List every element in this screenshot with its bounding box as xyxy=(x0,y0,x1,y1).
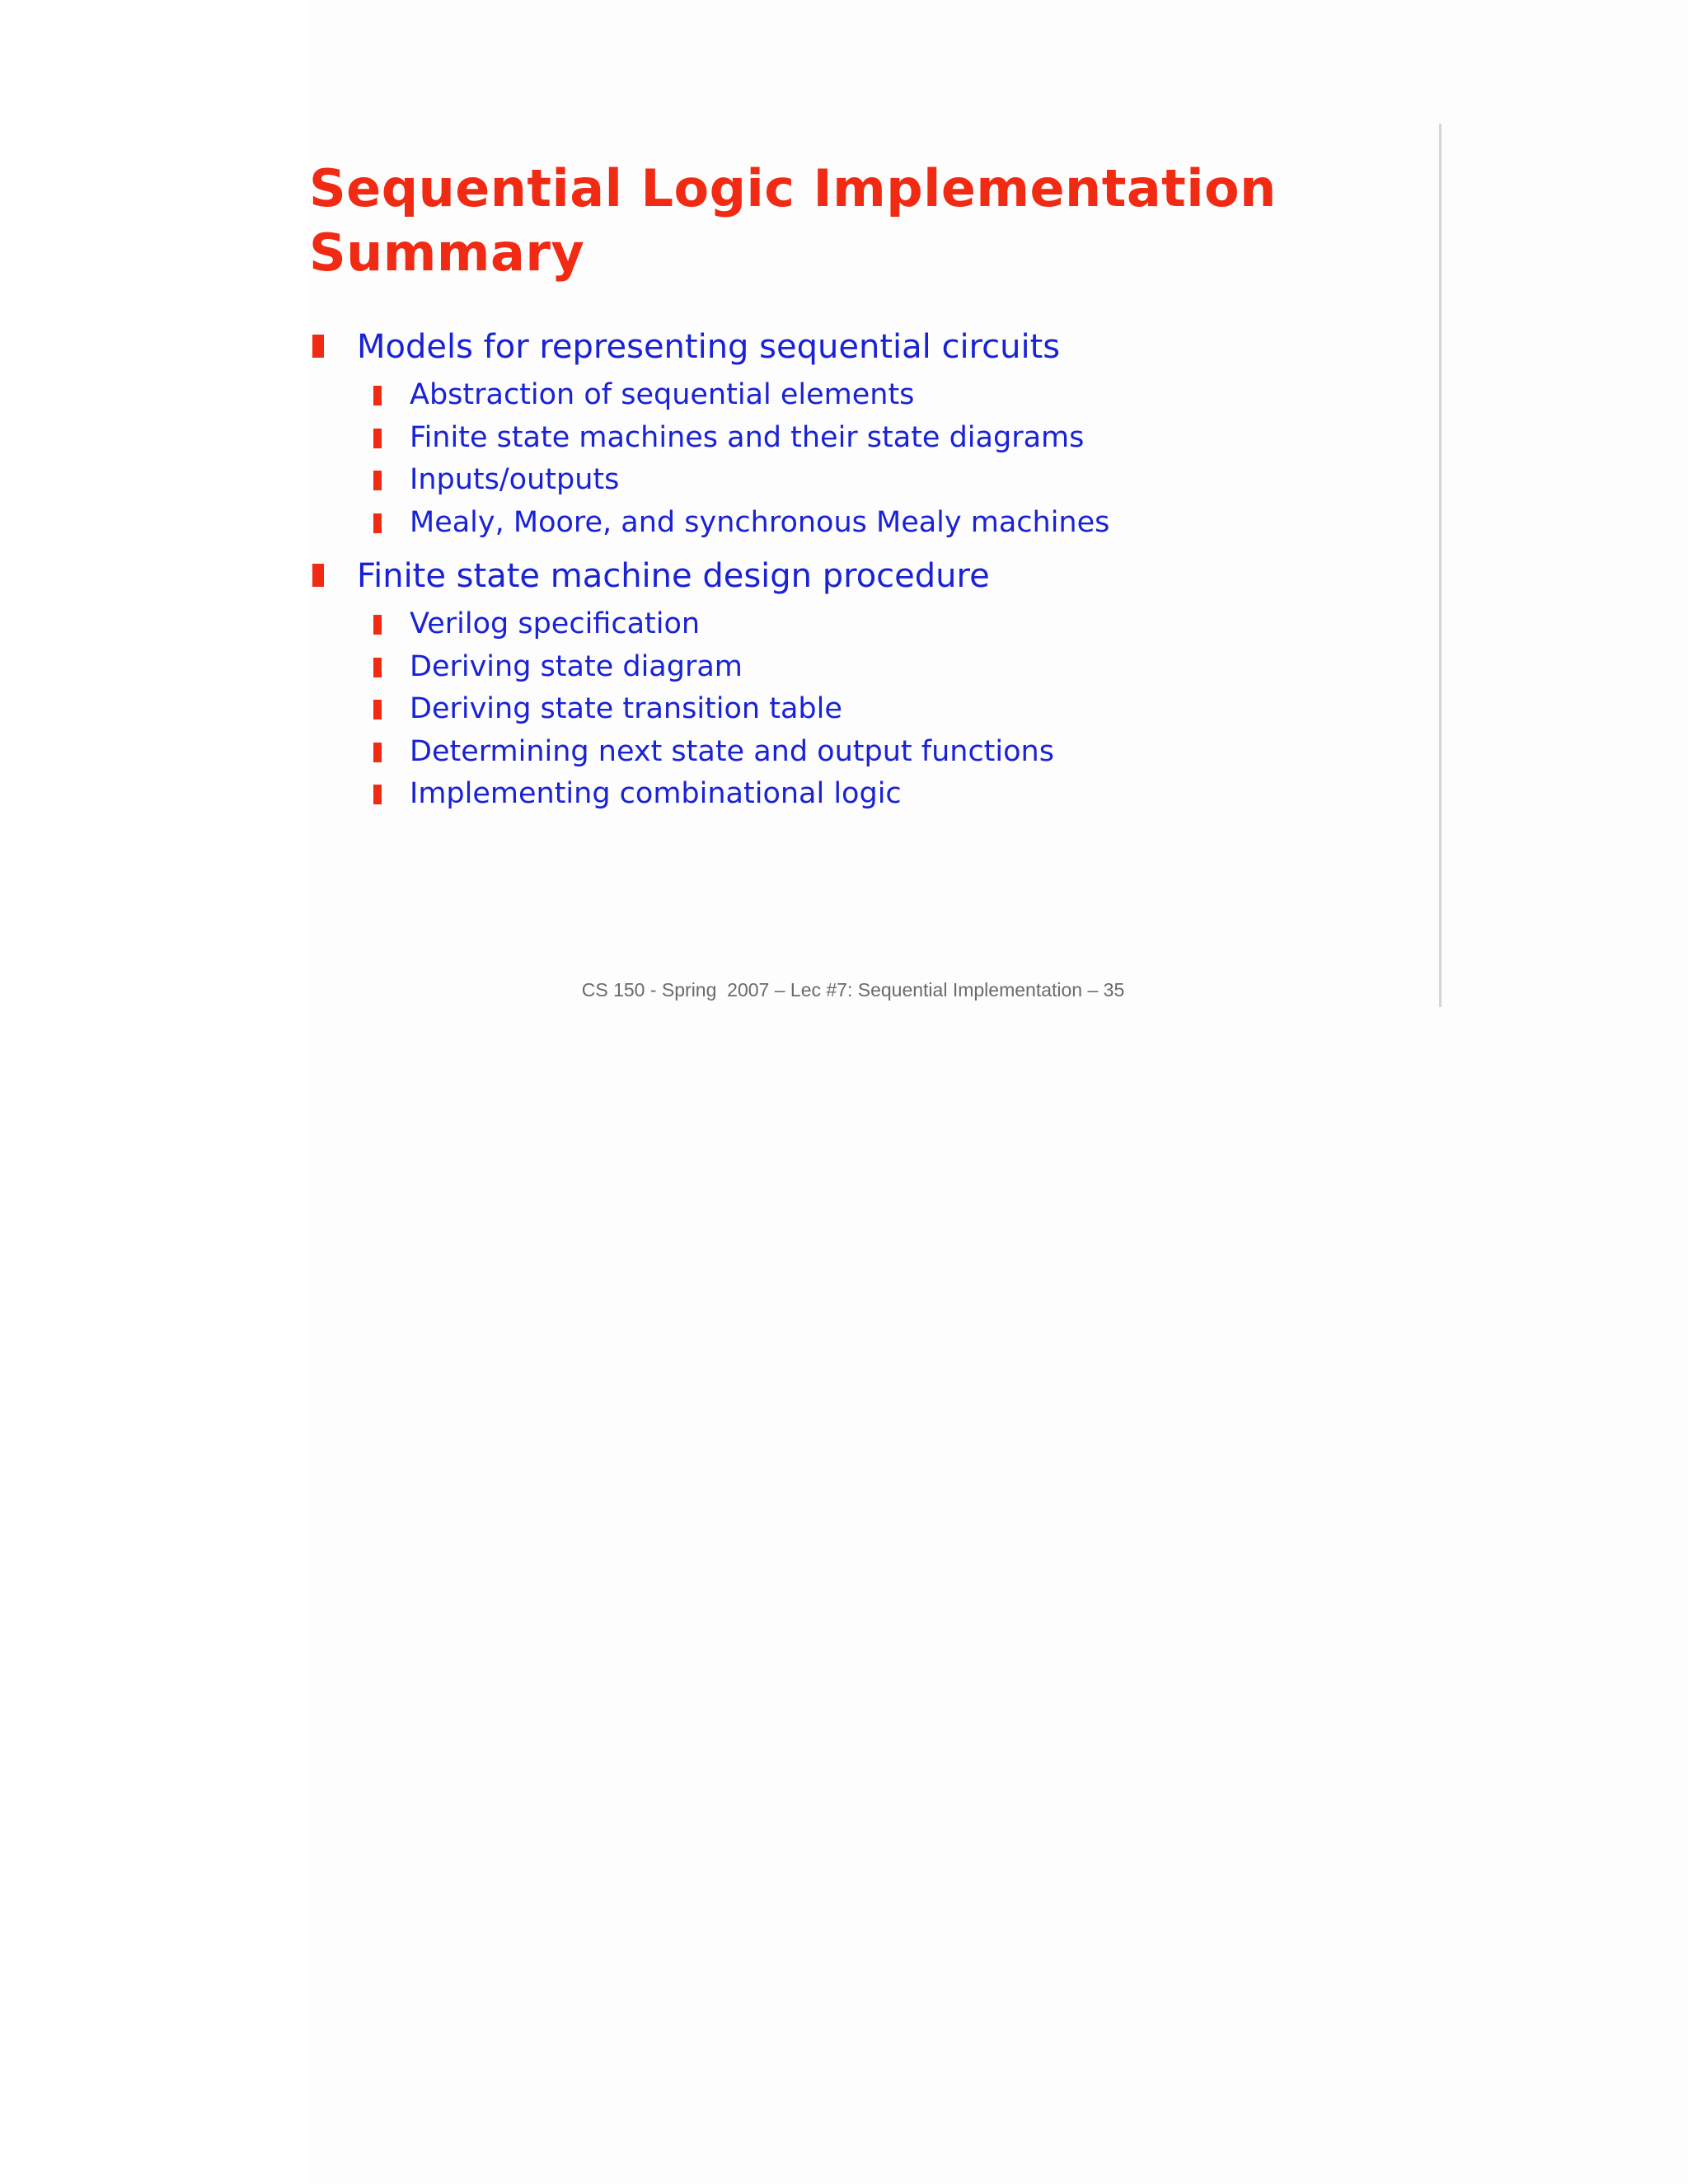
sub-bullet-text: Deriving state transition table xyxy=(410,692,842,725)
sub-bullet-text: Mealy, Moore, and synchronous Mealy machines xyxy=(410,505,1110,539)
bullet-marker-icon xyxy=(312,564,324,587)
sub-bullet-item xyxy=(309,731,1381,774)
sub-bullet-item xyxy=(309,688,1381,731)
bullet-item-fsm-design xyxy=(309,549,1381,603)
slide-title-line2: Summary xyxy=(309,223,585,283)
sub-bullet-text: Abstraction of sequential elements xyxy=(410,378,915,411)
sub-bullet-marker-icon xyxy=(373,700,382,719)
bullet-marker-icon xyxy=(312,335,324,358)
sub-bullet-marker-icon xyxy=(373,386,382,405)
sub-bullet-marker-icon xyxy=(373,785,382,804)
sub-bullet-item xyxy=(309,417,1381,460)
page-margin-left xyxy=(0,0,309,2184)
slide-footer: CS 150 - Spring 2007 – Lec #7: Sequential Implementation – 35 xyxy=(581,979,1125,1001)
slide-title xyxy=(309,157,1298,285)
sub-bullet-item xyxy=(309,646,1381,689)
sub-bullet-marker-icon xyxy=(373,429,382,448)
sub-bullet-text: Inputs/outputs xyxy=(410,463,620,496)
bullet-text: Finite state machine design procedure xyxy=(357,557,990,595)
sub-bullet-item xyxy=(309,459,1381,502)
sub-bullet-marker-icon xyxy=(373,658,382,677)
sub-bullet-marker-icon xyxy=(373,471,382,490)
slide-title-line1: Sequential Logic Implementation xyxy=(309,158,1277,218)
bullet-list xyxy=(309,320,1381,816)
sub-bullet-item xyxy=(309,374,1381,417)
sub-bullet-text: Finite state machines and their state diagrams xyxy=(410,420,1085,454)
sub-bullet-marker-icon xyxy=(373,615,382,635)
sub-bullet-marker-icon xyxy=(373,743,382,762)
bullet-text: Models for representing sequential circuits xyxy=(357,328,1061,366)
sub-bullet-text: Deriving state diagram xyxy=(410,649,743,683)
sub-bullet-text: Verilog specification xyxy=(410,607,701,640)
sub-bullet-item xyxy=(309,603,1381,646)
slide xyxy=(309,0,1442,1007)
sub-bullet-item xyxy=(309,502,1381,545)
sub-bullet-marker-icon xyxy=(373,513,382,533)
sub-bullet-item xyxy=(309,773,1381,816)
bullet-item-models xyxy=(309,320,1381,374)
sub-bullet-text: Implementing combinational logic xyxy=(410,777,902,810)
sub-bullet-text: Determining next state and output functions xyxy=(410,734,1054,768)
